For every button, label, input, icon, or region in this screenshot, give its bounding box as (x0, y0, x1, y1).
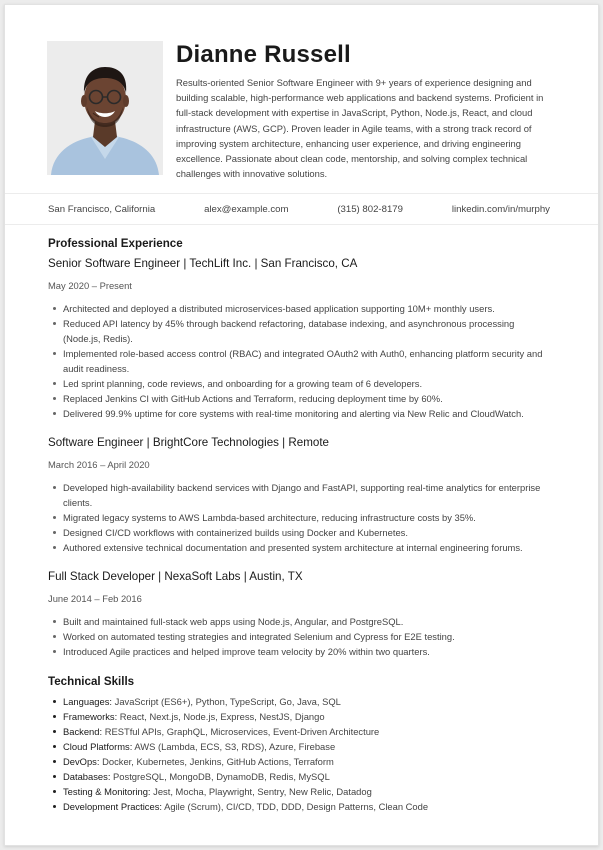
job-bullets (48, 480, 554, 555)
job-dates: May 2020 – Present (48, 280, 132, 291)
skill-value: RESTful APIs, GraphQL, Microservices, Event-Driven Architecture (104, 726, 380, 737)
list-item (48, 784, 554, 799)
list-item (48, 694, 554, 709)
list-item: Developed high-availability backend services with Django and FastAPI, supporting real-time analytics for enterprise clients. (48, 480, 554, 510)
header-text (176, 41, 558, 181)
list-item (48, 799, 554, 814)
list-item: Authored extensive technical documentation and presented system architecture at internal engineering forums. (48, 540, 554, 555)
list-item: Migrated legacy systems to AWS Lambda-based architecture, reducing infrastructure costs by 35%. (48, 510, 554, 525)
list-item: Built and maintained full-stack web apps using Node.js, Angular, and PostgreSQL. (48, 614, 554, 629)
list-item: Reduced API latency by 45% through backend refactoring, database indexing, and asynchronous processing (Node.js, Redis). (48, 316, 554, 346)
candidate-name: Dianne Russell (176, 41, 351, 68)
contact-email[interactable]: alex@example.com (204, 203, 289, 215)
job-bullets (48, 301, 554, 421)
list-item (48, 724, 554, 739)
resume-content (48, 237, 554, 814)
job-entry (48, 257, 554, 421)
job-title: Full Stack Developer | NexaSoft Labs | Austin, TX (48, 570, 303, 583)
contact-location: San Francisco, California (48, 203, 156, 215)
experience-heading: Professional Experience (48, 237, 183, 250)
skill-value: React, Next.js, Node.js, Express, NestJS, Django (119, 711, 325, 722)
job-title: Senior Software Engineer | TechLift Inc. | San Francisco, CA (48, 257, 358, 270)
skill-label: Frameworks: (63, 711, 118, 722)
list-item: Replaced Jenkins CI with GitHub Actions and Terraform, reducing deployment time by 60%. (48, 391, 554, 406)
contact-bar (5, 193, 598, 225)
job-dates: June 2014 – Feb 2016 (48, 593, 142, 604)
skill-label: Development Practices: (63, 801, 163, 812)
list-item: Introduced Agile practices and helped improve team velocity by 20% within two quarters. (48, 644, 554, 659)
skill-value: PostgreSQL, MongoDB, DynamoDB, Redis, MySQL (113, 771, 330, 782)
profile-summary: Results-oriented Senior Software Engineer with 9+ years of experience designing and building scalable, high-performance web applications and backend systems. Proficient in full-stack development with expertise in JavaScript, Python, Node.js, React, and cloud infrastructure (AWS, GCP). Proven leader in Agile teams, with a strong track record of improving system architecture, enhancing user experience, and driving engineering excellence. Passionate about clean code, mentorship, and solving complex technical challenges with innovative solutions. (176, 77, 544, 180)
job-title: Software Engineer | BrightCore Technologies | Remote (48, 436, 329, 449)
list-item (48, 769, 554, 784)
list-item: Implemented role-based access control (RBAC) and integrated OAuth2 with Auth0, enhancing platform security and audit readiness. (48, 346, 554, 376)
skill-value: AWS (Lambda, ECS, S3, RDS), Azure, Firebase (134, 741, 336, 752)
skill-value: Docker, Kubernetes, Jenkins, GitHub Actions, Terraform (102, 756, 334, 767)
skill-value: JavaScript (ES6+), Python, TypeScript, Go, Java, SQL (114, 696, 341, 707)
skill-value: Agile (Scrum), CI/CD, TDD, DDD, Design Patterns, Clean Code (164, 801, 429, 812)
profile-photo (47, 41, 163, 175)
job-bullets (48, 614, 554, 659)
skills-list (48, 694, 554, 814)
job-entry (48, 570, 554, 659)
list-item (48, 754, 554, 769)
contact-linkedin[interactable]: linkedin.com/in/murphy (451, 203, 550, 215)
list-item: Designed CI/CD workflows with containerized builds using Docker and Kubernetes. (48, 525, 554, 540)
job-dates: March 2016 – April 2020 (48, 459, 150, 470)
skill-label: Languages: (63, 696, 113, 707)
list-item: Led sprint planning, code reviews, and onboarding for a growing team of 6 developers. (48, 376, 554, 391)
skill-value: Jest, Mocha, Playwright, Sentry, New Relic, Datadog (153, 786, 372, 797)
list-item: Architected and deployed a distributed microservices-based application supporting 10M+ monthly users. (48, 301, 554, 316)
resume-page (4, 4, 599, 846)
list-item (48, 709, 554, 724)
skill-label: Testing & Monitoring: (63, 786, 151, 797)
resume-header (47, 41, 558, 181)
list-item: Delivered 99.9% uptime for core systems with real-time monitoring and alerting via New Relic and CloudWatch. (48, 406, 554, 421)
skill-label: Backend: (63, 726, 103, 737)
skill-label: DevOps: (63, 756, 100, 767)
skills-heading: Technical Skills (48, 675, 135, 688)
skill-label: Databases: (63, 771, 111, 782)
list-item (48, 739, 554, 754)
job-entry (48, 436, 554, 555)
skill-label: Cloud Platforms: (63, 741, 133, 752)
list-item: Worked on automated testing strategies and integrated Selenium and Cypress for E2E testing. (48, 629, 554, 644)
contact-phone[interactable]: (315) 802-8179 (337, 203, 403, 215)
